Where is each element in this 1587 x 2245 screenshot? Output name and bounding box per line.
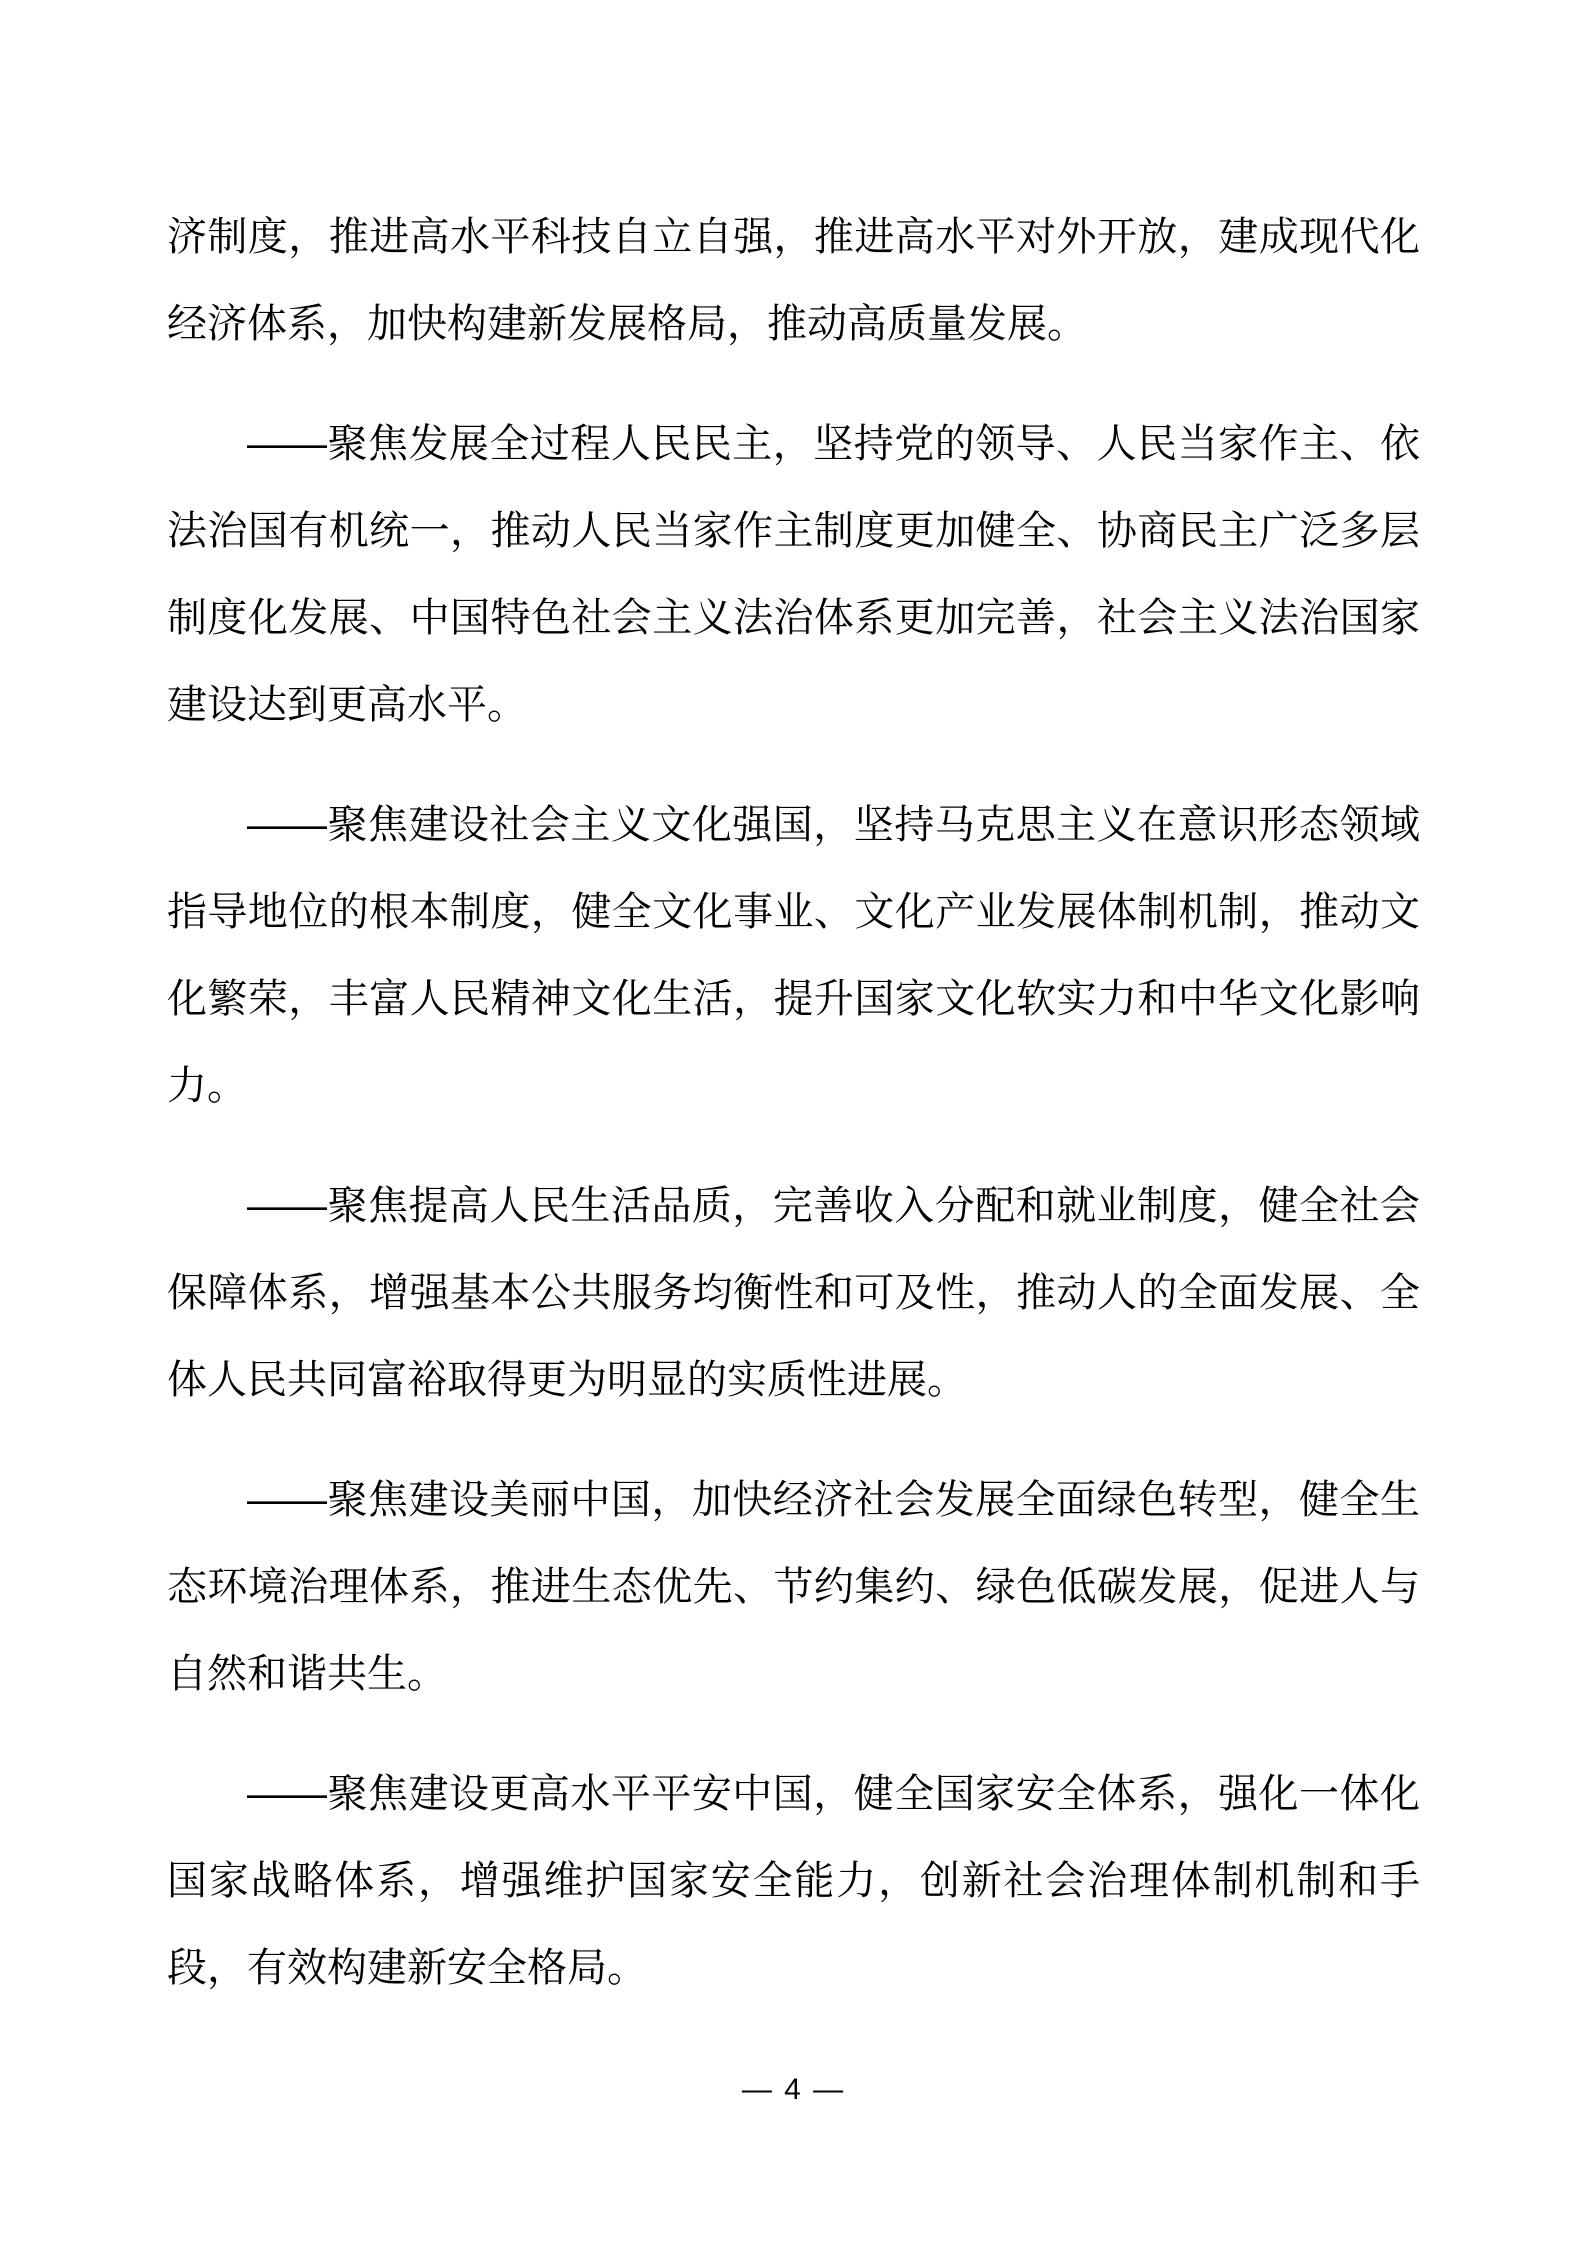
page-number: — 4 — — [741, 2073, 846, 2106]
paragraph-socialist-culture: ——聚焦建设社会主义文化强国，坚持马克思主义在意识形态领域指导地位的根本制度，健全文化事业、文化产业发展体制机制，推动文化繁荣，丰富人民精神文化生活，提升国家文化软实力和中华文化影响力。 — [167, 803, 1420, 1108]
paragraph-quality-of-life: ——聚焦提高人民生活品质，完善收入分配和就业制度，健全社会保障体系，增强基本公共服务均衡性和可及性，推动人的全面发展、全体人民共同富裕取得更为明显的实质性进展。 — [167, 1184, 1420, 1402]
paragraph-beautiful-china: ——聚焦建设美丽中国，加快经济社会发展全面绿色转型，健全生态环境治理体系，推进生态优先、节约集约、绿色低碳发展，促进人与自然和谐共生。 — [167, 1478, 1420, 1696]
paragraph-economy-continuation: 济制度，推进高水平科技自立自强，推进高水平对外开放，建成现代化经济体系，加快构建新发展格局，推动高质量发展。 — [167, 215, 1420, 346]
paragraph-whole-process-democracy: ——聚焦发展全过程人民民主，坚持党的领导、人民当家作主、依法治国有机统一，推动人民当家作主制度更加健全、协商民主广泛多层制度化发展、中国特色社会主义法治体系更加完善，社会主义法治国家建设达到更高水平。 — [167, 422, 1420, 727]
document-body — [167, 194, 1420, 2045]
paragraph-safe-china: ——聚焦建设更高水平平安中国，健全国家安全体系，强化一体化国家战略体系，增强维护国家安全能力，创新社会治理体制机制和手段，有效构建新安全格局。 — [167, 1772, 1420, 1990]
